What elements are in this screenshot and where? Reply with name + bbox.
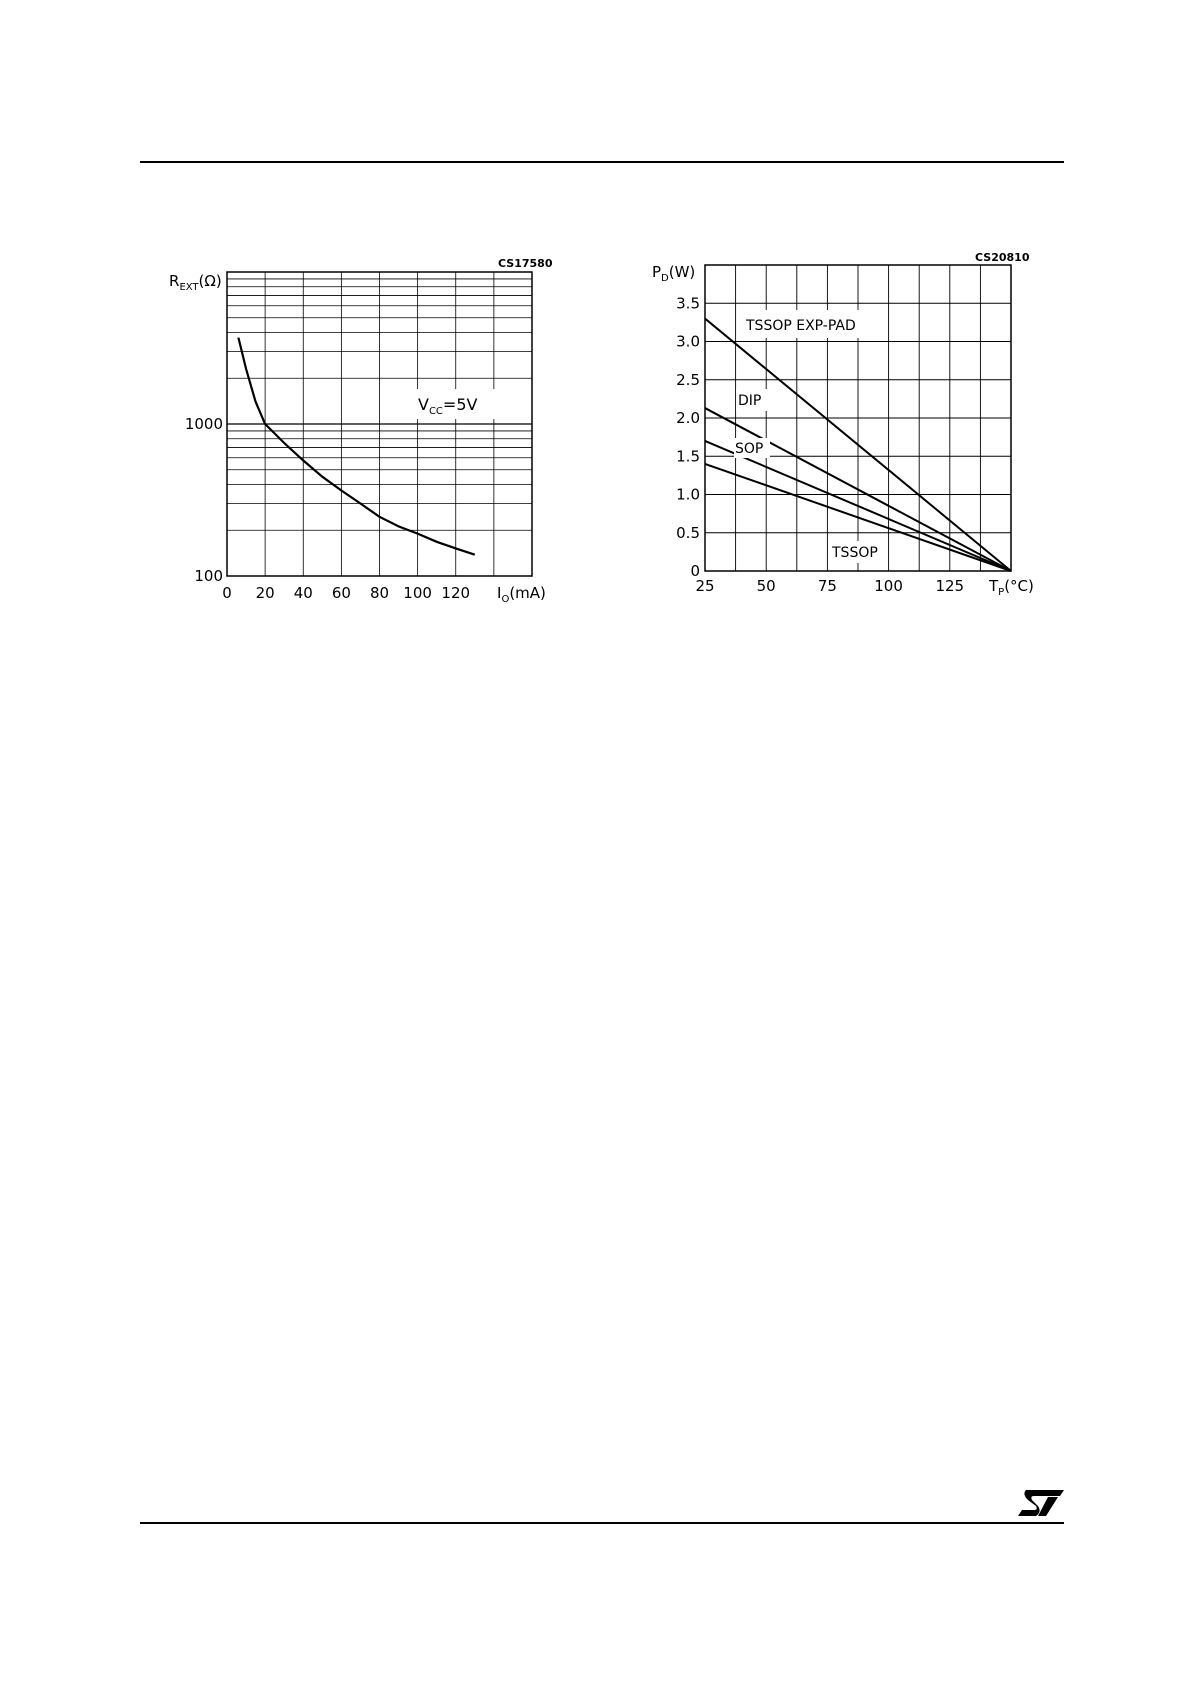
chart2-x-tick-label: 25: [695, 577, 715, 595]
chart2-series-label-tssop: TSSOP: [832, 545, 878, 561]
chart-rext-vs-io: [169, 257, 553, 605]
chart1-x-tick-label: 40: [293, 584, 313, 602]
chart1-x-tick-labels: [222, 584, 470, 602]
chart2-x-tick-label: 50: [756, 577, 776, 595]
chart2-id: CS20810: [975, 251, 1030, 264]
chart2-y-tick-label: 0.5: [676, 523, 700, 542]
chart1-xlabel: $I_O(mA)$: [497, 584, 546, 605]
chart2-y-tick-label: 2.0: [676, 409, 700, 427]
chart1-x-tick-label: 20: [255, 584, 275, 602]
chart2-x-tick-label: 100: [874, 577, 903, 595]
chart2-y-tick-label: 2.5: [676, 370, 700, 389]
chart2-y-tick-label: 0: [690, 562, 700, 580]
chart1-id: CS17580: [498, 257, 553, 270]
chart2-ylabel: $P_D(W)$: [652, 263, 696, 284]
st-logo: [1018, 1490, 1064, 1516]
chart1-x-tick-label: 60: [331, 584, 351, 602]
chart2-xlabel: $T_P(^\circ C)$: [989, 577, 1034, 598]
chart1-x-tick-label: 120: [441, 584, 471, 602]
chart2-y-tick-label: 1.5: [676, 447, 700, 466]
chart2-series-label-sop: SOP: [735, 441, 764, 457]
chart1-ylabel: $R_{EXT}(\Omega)$: [169, 272, 222, 293]
chart2-series-label-dip: DIP: [738, 393, 762, 409]
st-logo-t-stem: [1038, 1497, 1058, 1516]
chart1-x-tick-label: 80: [369, 584, 390, 602]
chart2-x-tick-labels: [695, 577, 964, 595]
chart2-y-tick-label: 3.0: [676, 332, 700, 351]
chart2-x-tick-label: 75: [817, 577, 837, 595]
chart1-x-tick-label: 100: [403, 584, 432, 602]
chart1-y-tick-labels: [185, 415, 223, 585]
chart2-y-tick-label: 3.5: [676, 294, 700, 313]
chart2-y-tick-label: 1.0: [676, 485, 700, 504]
chart1-y-tick-label: 100: [194, 567, 223, 585]
chart2-series-label-tssop-exp-pad: TSSOP EXP-PAD: [746, 318, 856, 334]
chart2-x-tick-label: 125: [935, 577, 965, 595]
chart1-grid: [227, 272, 532, 576]
chart2-y-tick-labels: [676, 294, 700, 580]
chart1-annotation-vcc: $V_{CC}=5V$: [418, 395, 478, 417]
chart1-x-tick-label: 0: [222, 584, 232, 602]
chart1-y-tick-label: 1000: [184, 415, 223, 433]
chart1-curve: [238, 338, 474, 555]
chart-pd-vs-tp: [652, 251, 1034, 598]
